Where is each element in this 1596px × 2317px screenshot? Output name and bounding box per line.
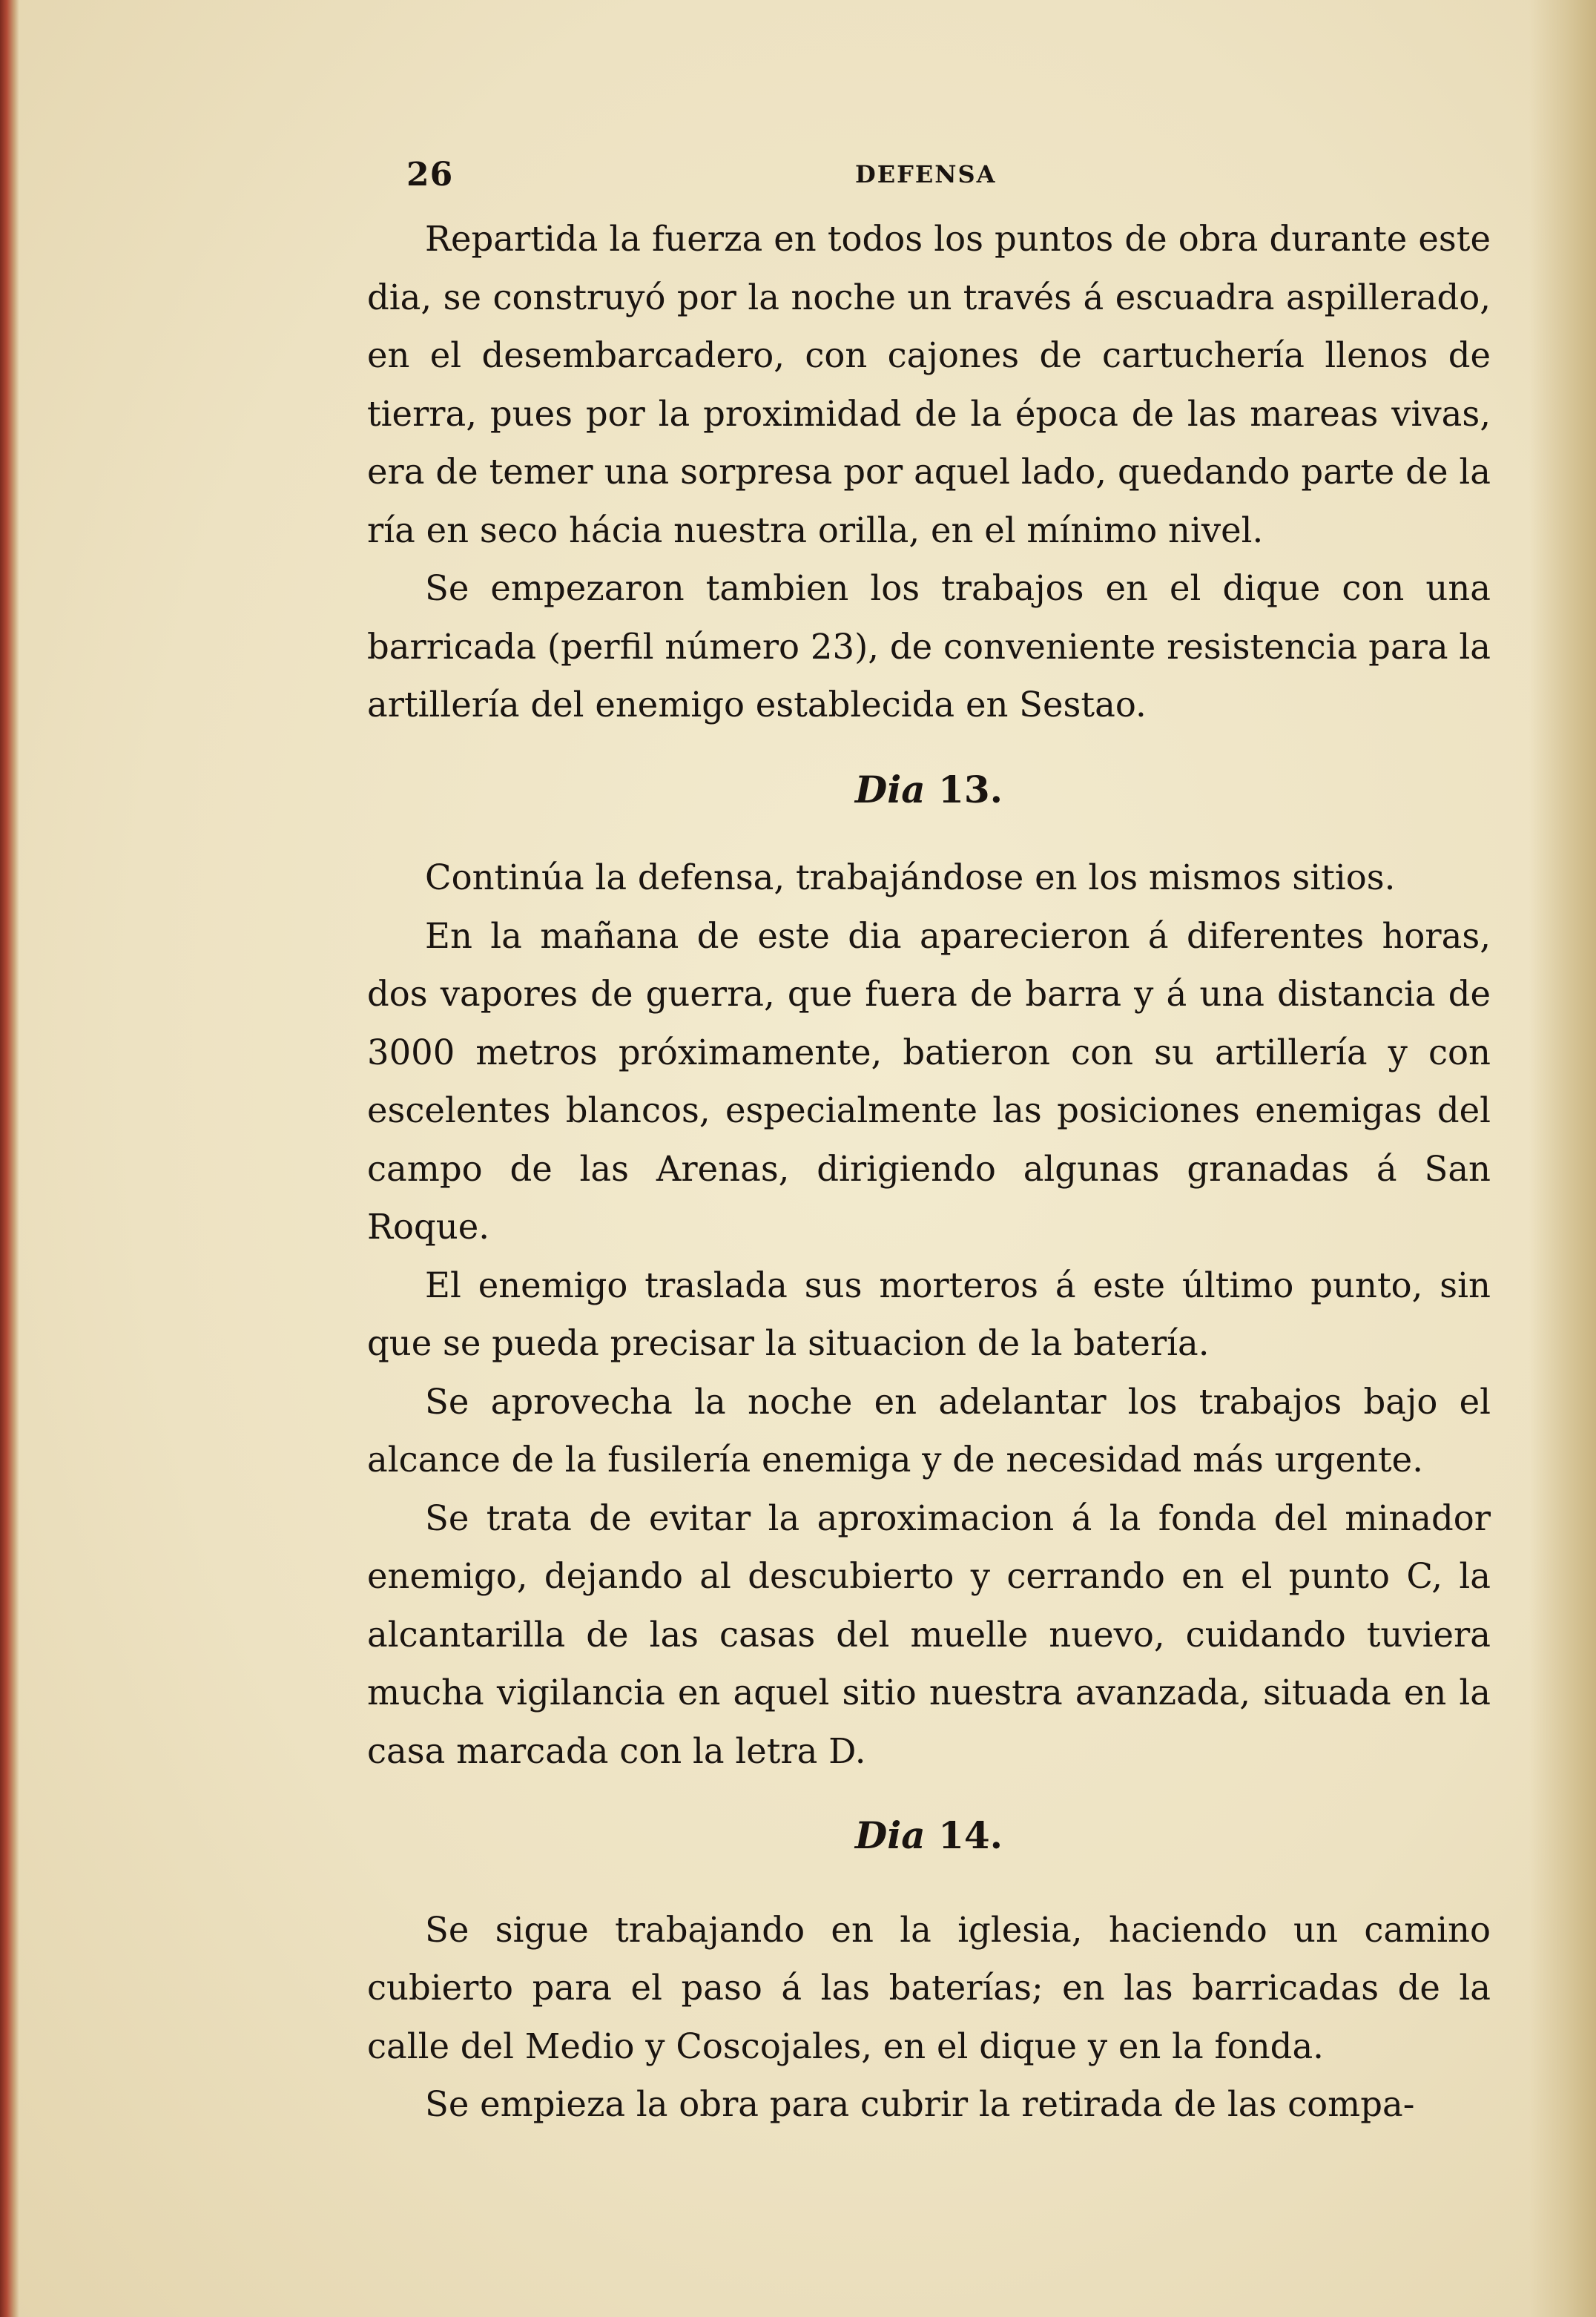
- paragraph: Se empieza la obra para cubrir la retirada de las compa-: [425, 2084, 1415, 2124]
- day-heading-label: Dia: [854, 1813, 926, 1857]
- paragraph: El enemigo traslada sus morteros á este último punto, sin que se pueda precisar la situacion de la batería.: [367, 1265, 1491, 1363]
- paragraph: Se aprovecha la noche en adelantar los trabajos bajo el alcance de la fusilería enemiga y de necesidad más urgente.: [367, 1381, 1491, 1480]
- paragraph: Repartida la fuerza en todos los puntos de obra durante este dia, se construyó por la noche un través á escuadra aspillerado, en el desembarcadero, con cajones de cartuchería llenos de tierra, pues por la proximidad de la época de las mareas vivas, era de temer una sorpresa por aquel lado, quedando parte de la ría en seco hácia nuestra orilla, en el mínimo nivel.: [367, 219, 1491, 550]
- page-header: [406, 156, 1497, 193]
- day-heading-number: 14.: [938, 1813, 1003, 1857]
- day-heading-13: [367, 761, 1491, 820]
- day-heading-label: Dia: [854, 767, 926, 811]
- paragraph: En la mañana de este dia aparecieron á diferentes horas, dos vapores de guerra, que fuera de barra y á una distancia de 3000 metros próximamente, batieron con su artillería y con escelentes blancos, especialmente las posiciones enemigas del campo de las Arenas, dirigiendo algunas granadas á San Roque.: [367, 915, 1491, 1247]
- day-heading-number: 13.: [938, 767, 1003, 811]
- paragraph: Se sigue trabajando en la iglesia, haciendo un camino cubierto para el paso á las baterías; en las barricadas de la calle del Medio y Coscojales, en el dique y en la fonda.: [367, 1909, 1491, 2066]
- paragraph: Continúa la defensa, trabajándose en los mismos sitios.: [425, 857, 1396, 897]
- body-text: [367, 210, 1491, 2134]
- page-right-edge: [1529, 0, 1596, 2317]
- page-left-edge: [0, 0, 19, 2317]
- paragraph: Se trata de evitar la aproximacion á la fonda del minador enemigo, dejando al descubierto y cerrando en el punto C, la alcantarilla de las casas del muelle nuevo, cuidando tuviera mucha vigilancia en aquel sitio nuestra avanzada, situada en la casa marcada con la letra D.: [367, 1497, 1491, 1771]
- day-heading-14: [367, 1807, 1491, 1865]
- page-number: 26: [406, 156, 454, 194]
- running-head: DEFENSA: [855, 160, 997, 188]
- paragraph: Se empezaron tambien los trabajos en el dique con una barricada (perfil número 23), de conveniente resistencia para la artillería del enemigo establecida en Sestao.: [367, 568, 1491, 725]
